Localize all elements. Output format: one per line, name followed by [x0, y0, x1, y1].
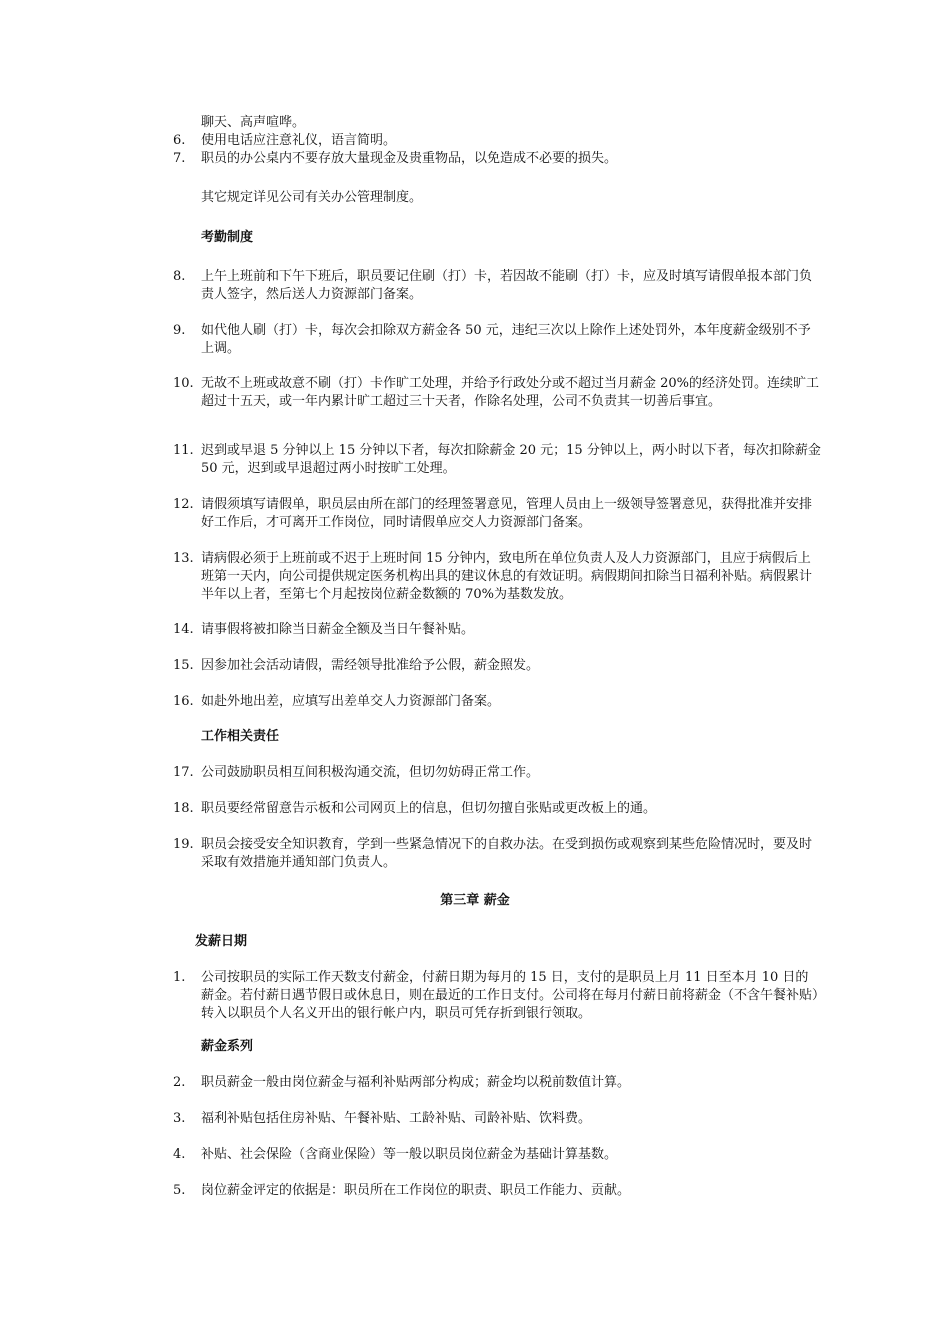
item-number: 19.: [173, 837, 194, 852]
item-number: 6.: [173, 133, 186, 148]
item-number: 16.: [173, 694, 194, 709]
item-text: 职员会接受安全知识教育，学到一些紧急情况下的自救办法。在受到损伤或观察到某些危险情况时，要及时采取有效措施并通知部门负责人。: [201, 837, 813, 870]
section-heading-attendance: 考勤制度: [201, 230, 254, 245]
item-number: 14.: [173, 622, 194, 637]
item-text: 如赴外地出差，应填写出差单交人力资源部门备案。: [201, 694, 501, 709]
continuation-text: 聊天、高声喧哗。: [201, 115, 306, 130]
item-text: 请病假必须于上班前或不迟于上班时间 15 分钟内，致电所在单位负责人及人力资源部门，且应于病假后上班第一天内，向公司提供规定医务机构出具的建议休息的有效证明。病假期间扣除当日福利补贴。病假累计半年以上者，至第七个月起按岗位薪金数额的 70%为基数发放。: [201, 551, 813, 602]
item-text: 如代他人刷（打）卡，每次会扣除双方薪金各 50 元，违纪三次以上除作上述处罚外，本年度薪金级别不予上调。: [201, 323, 811, 356]
item-number: 18.: [173, 801, 194, 816]
item-number: 13.: [173, 551, 194, 566]
item-number: 4.: [173, 1147, 186, 1162]
item-text: 公司按职员的实际工作天数支付薪金，付薪日期为每月的 15 日，支付的是职员上月 11 日至本月 10 日的薪金。若付薪日遇节假日或休息日，则在最近的工作日支付。公司将在每月付薪日前将薪金（不含午餐补贴）转入以职员个人名义开出的银行帐户内，职员可凭存折到银行领取。: [201, 970, 819, 1021]
item-number: 5.: [173, 1183, 186, 1198]
item-text: 补贴、社会保险（含商业保险）等一般以职员岗位薪金为基础计算基数。: [201, 1147, 618, 1162]
item-text: 无故不上班或故意不刷（打）卡作旷工处理，并给予行政处分或不超过当月薪金 20%的经济处罚。连续旷工超过十五天，或一年内累计旷工超过三十天者，作除名处理，公司不负责其一切善后事宜。: [201, 376, 820, 409]
item-text: 职员薪金一般由岗位薪金与福利补贴两部分构成；薪金均以税前数值计算。: [201, 1075, 631, 1090]
item-text: 迟到或早退 5 分钟以上 15 分钟以下者，每次扣除薪金 20 元；15 分钟以上，两小时以下者，每次扣除薪金 50 元，迟到或早退超过两小时按旷工处理。: [201, 443, 821, 476]
item-text: 上午上班前和下午下班后，职员要记住刷（打）卡，若因故不能刷（打）卡，应及时填写请假单报本部门负责人签字，然后送人力资源部门备案。: [201, 269, 813, 302]
item-number: 15.: [173, 658, 194, 673]
item-number: 2.: [173, 1075, 186, 1090]
item-number: 12.: [173, 497, 194, 512]
item-text: 请假须填写请假单，职员层由所在部门的经理签署意见，管理人员由上一级领导签署意见，获得批准并安排好工作后，才可离开工作岗位，同时请假单应交人力资源部门备案。: [201, 497, 813, 530]
item-text: 请事假将被扣除当日薪金全额及当日午餐补贴。: [201, 622, 475, 637]
section-heading-salary-series: 薪金系列: [201, 1039, 254, 1054]
chapter-title: 第三章 薪金: [440, 893, 510, 908]
item-number: 11.: [173, 443, 194, 458]
item-text: 岗位薪金评定的依据是：职员所在工作岗位的职责、职员工作能力、贡献。: [201, 1183, 631, 1198]
item-text: 职员的办公桌内不要存放大量现金及贵重物品，以免造成不必要的损失。: [201, 151, 618, 166]
item-number: 3.: [173, 1111, 186, 1126]
item-number: 9.: [173, 323, 186, 338]
item-text: 职员要经常留意告示板和公司网页上的信息，但切勿擅自张贴或更改板上的通。: [201, 801, 657, 816]
item-number: 17.: [173, 765, 194, 780]
item-number: 8.: [173, 269, 186, 284]
item-text: 因参加社会活动请假，需经领导批准给予公假，薪金照发。: [201, 658, 540, 673]
item-text: 公司鼓励职员相互间积极沟通交流，但切勿妨碍正常工作。: [201, 765, 540, 780]
item-number: 1.: [173, 970, 186, 985]
note-text: 其它规定详见公司有关办公管理制度。: [201, 190, 423, 205]
item-text: 使用电话应注意礼仪，语言简明。: [201, 133, 397, 148]
item-number: 10.: [173, 376, 194, 391]
section-heading-responsibility: 工作相关责任: [201, 729, 280, 744]
section-heading-payday: 发薪日期: [195, 934, 248, 949]
item-number: 7.: [173, 151, 186, 166]
item-text: 福利补贴包括住房补贴、午餐补贴、工龄补贴、司龄补贴、饮料费。: [201, 1111, 592, 1126]
